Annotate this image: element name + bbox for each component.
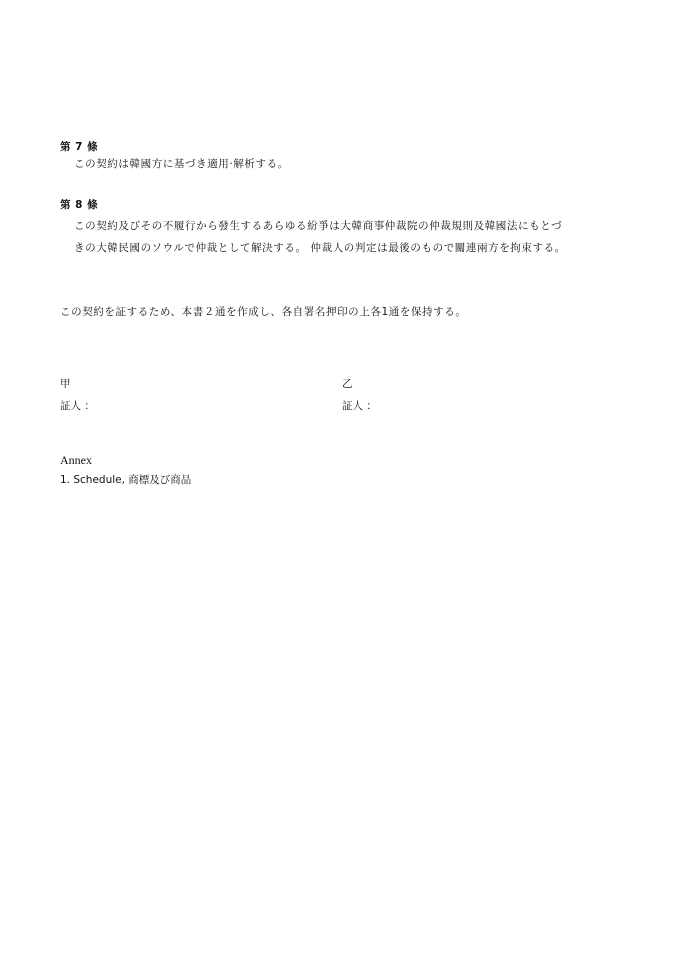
article-7-text: この契約は韓國方に基づき適用·解析する。 bbox=[74, 157, 289, 170]
witness-b-label: 証人 ： bbox=[342, 400, 377, 412]
annex-section bbox=[60, 452, 191, 487]
article-8-line-1: この契約及びその不履行から發生するあらゆる紛爭は大韓商事仲裁院の仲裁規則及韓國法にもとづ bbox=[74, 219, 563, 232]
article-8-line-2: きの大韓民國のソウルで仲裁として解決する。 仲裁人の判定は最後のもので關連兩方を拘束する。 bbox=[74, 241, 566, 254]
party-a-label: 甲 bbox=[60, 378, 71, 390]
article-7-heading: 第 7 條 bbox=[60, 141, 99, 153]
witness-a-label: 証人 ： bbox=[60, 400, 95, 412]
signature-area bbox=[0, 377, 680, 427]
article-8 bbox=[60, 198, 629, 259]
party-b-label: 乙 bbox=[342, 378, 353, 390]
closing-paragraph bbox=[60, 305, 466, 320]
article-8-heading: 第 8 條 bbox=[60, 199, 99, 211]
annex-item-1: 1. Schedule, 商標及び商品 bbox=[60, 473, 192, 486]
article-8-text bbox=[60, 215, 629, 259]
closing-text: この契約を証するため、本書２通を作成し、各自署名押印の上各1通を保持する。 bbox=[60, 306, 467, 318]
annex-title: Annex bbox=[60, 453, 92, 467]
article-7 bbox=[60, 140, 629, 171]
